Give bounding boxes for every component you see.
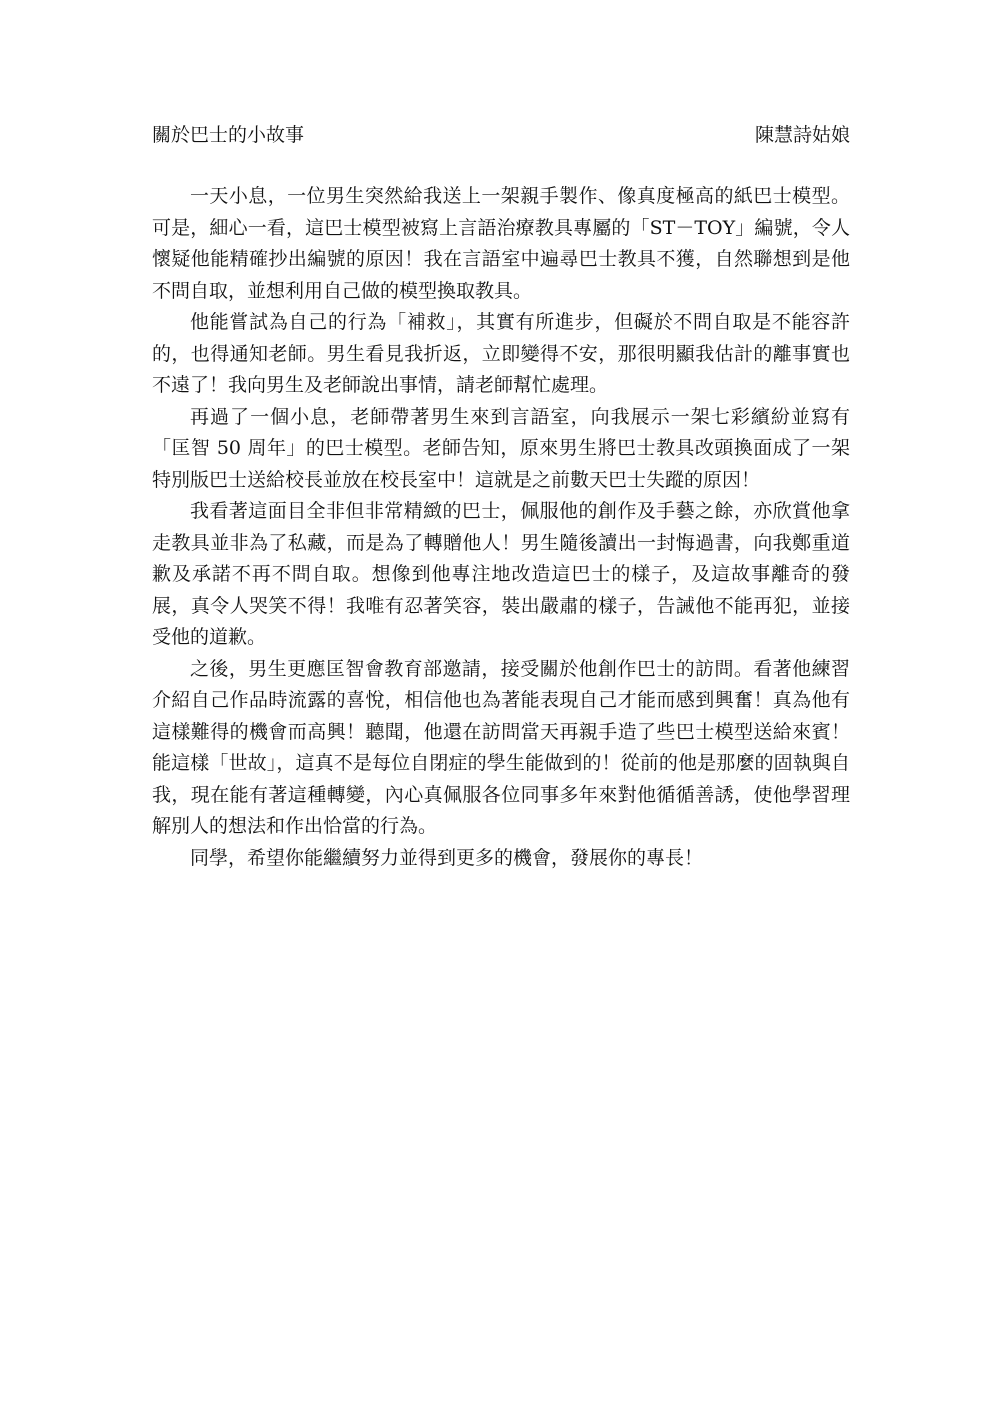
paragraph-2: 他能嘗試為自己的行為「補救」，其實有所進步，但礙於不問自取是不能容許的，也得通知老師。男生看見我折返，立即變得不安，那很明顯我估計的離事實也不遠了！我向男生及老師說出事情，請老師幫忙處理。 bbox=[152, 311, 850, 396]
document-author: 陳慧詩姑娘 bbox=[754, 124, 850, 146]
paragraph-1: 一天小息，一位男生突然給我送上一架親手製作、像真度極高的紙巴士模型。可是，細心一看，這巴士模型被寫上言語治療教具專屬的「ST－TOY」編號，令人懷疑他能精確抄出編號的原因！我在言語室中遍尋巴士教具不獲，自然聯想到是他不問自取，並想利用自己做的模型換取教具。 bbox=[152, 185, 850, 302]
document-body bbox=[152, 181, 850, 874]
paragraph-3: 再過了一個小息，老師帶著男生來到言語室，向我展示一架七彩繽紛並寫有「匡智 50 周年」的巴士模型。老師告知，原來男生將巴士教具改頭換面成了一架特別版巴士送給校長並放在校長室中！這就是之前數天巴士失蹤的原因！ bbox=[152, 405, 850, 491]
paragraph-6: 同學，希望你能繼續努力並得到更多的機會，發展你的專長！ bbox=[190, 846, 704, 869]
document-header bbox=[152, 119, 850, 151]
document-title: 關於巴士的小故事 bbox=[152, 124, 305, 146]
paragraph-5: 之後，男生更應匡智會教育部邀請，接受關於他創作巴士的訪問。看著他練習介紹自己作品時流露的喜悅，相信他也為著能表現自己才能而感到興奮！真為他有這樣難得的機會而高興！聽聞，他還在訪問當天再親手造了些巴士模型送給來賓！能這樣「世故」，這真不是每位自閉症的學生能做到的！從前的他是那麼的固執與自我，現在能有著這種轉變，內心真佩服各位同事多年來對他循循善誘，使他學習理解別人的想法和作出恰當的行為。 bbox=[152, 657, 850, 837]
paragraph-4: 我看著這面目全非但非常精緻的巴士，佩服他的創作及手藝之餘，亦欣賞他拿走教具並非為了私藏，而是為了轉贈他人！男生隨後讀出一封悔過書，向我鄭重道歉及承諾不再不問自取。想像到他專注地改造這巴士的樣子，及這故事離奇的發展，真令人哭笑不得！我唯有忍著笑容，裝出嚴肅的樣子，告誡他不能再犯，並接受他的道歉。 bbox=[152, 500, 850, 648]
